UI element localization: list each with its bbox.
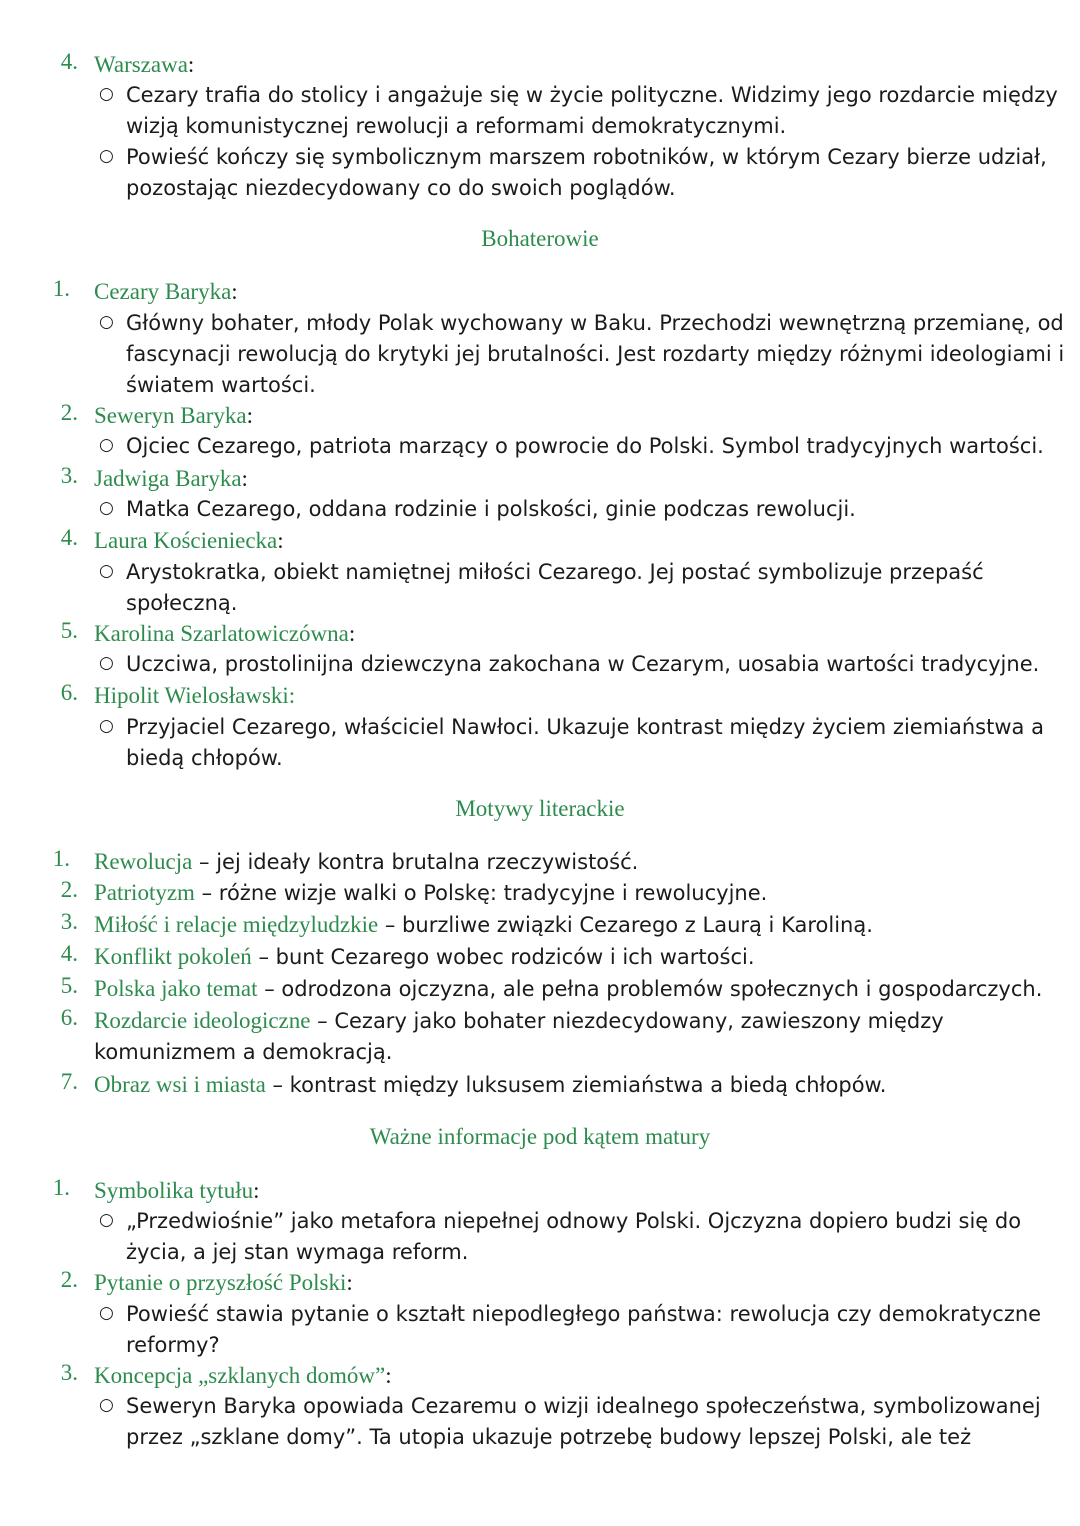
list-text: wizją komunistycznej rewolucji a reformami demokratycznymi. (126, 114, 787, 138)
list-label: Cezary Baryka: (94, 279, 238, 304)
bullet-icon: ○ (99, 1395, 114, 1415)
list-text: światem wartości. (126, 373, 316, 397)
bullet-icon: ○ (99, 146, 114, 166)
list-text: Powieść stawia pytanie o kształt niepodległego państwa: rewolucja czy demokratyczne (126, 1302, 1042, 1326)
list-text: fascynacji rewolucją do krytyki jej brutalności. Jest rozdarty między różnymi ideologiami i (126, 342, 1065, 366)
list-item: Rozdarcie ideologiczne – Cezary jako bohater niezdecydowany, zawieszony między (94, 1008, 944, 1033)
list-label: Seweryn Baryka: (94, 403, 254, 428)
list-text: Arystokratka, obiekt namiętnej miłości Cezarego. Jej postać symbolizuje przepaść (126, 560, 984, 584)
list-number: 3. (60, 1360, 78, 1385)
list-label: Koncepcja „szklanych domów”: (94, 1363, 392, 1388)
list-number: 5. (60, 618, 78, 643)
list-number: 2. (60, 877, 78, 902)
list-text: Powieść kończy się symbolicznym marszem robotników, w którym Cezary bierze udział, (126, 145, 1047, 169)
list-number: 7. (60, 1069, 78, 1094)
bullet-icon: ○ (99, 435, 114, 455)
bullet-icon: ○ (99, 716, 114, 736)
list-number: 1. (52, 276, 70, 301)
bullet-icon: ○ (99, 653, 114, 673)
list-text: komunizmem a demokracją. (94, 1040, 393, 1064)
list-label: Warszawa: (94, 52, 195, 77)
list-item: Patriotyzm – różne wizje walki o Polskę: tradycyjne i rewolucyjne. (94, 880, 768, 905)
list-number: 2. (60, 400, 78, 425)
section-heading: Bohaterowie (481, 226, 599, 251)
list-number: 4. (60, 49, 78, 74)
list-number: 4. (60, 525, 78, 550)
bullet-icon: ○ (99, 1210, 114, 1230)
list-number: 2. (60, 1267, 78, 1292)
list-number: 6. (60, 680, 78, 705)
list-item: Konflikt pokoleń – bunt Cezarego wobec rodziców i ich wartości. (94, 944, 755, 969)
list-label: Pytanie o przyszłość Polski: (94, 1270, 353, 1295)
section-heading: Ważne informacje pod kątem matury (369, 1124, 711, 1149)
list-label: Jadwiga Baryka: (94, 466, 248, 491)
list-item: Obraz wsi i miasta – kontrast między luksusem ziemiaństwa a biedą chłopów. (94, 1072, 887, 1097)
list-label: Laura Kościeniecka: (94, 528, 284, 553)
list-item: Rewolucja – jej ideały kontra brutalna rzeczywistość. (94, 849, 639, 874)
list-number: 6. (60, 1005, 78, 1030)
list-text: przez „szklane domy”. Ta utopia ukazuje potrzebę budowy lepszej Polski, ale też (126, 1425, 972, 1449)
list-label: Hipolit Wielosławski: (94, 683, 296, 708)
section-heading: Motywy literackie (455, 796, 625, 821)
list-number: 4. (60, 941, 78, 966)
list-text: „Przedwiośnie” jako metafora niepełnej odnowy Polski. Ojczyzna dopiero budzi się do (126, 1209, 1022, 1233)
list-text: Główny bohater, młody Polak wychowany w Baku. Przechodzi wewnętrzną przemianę, od (126, 311, 1064, 335)
list-text: Uczciwa, prostolinijna dziewczyna zakochana w Cezarym, uosabia wartości tradycyjne. (126, 652, 1040, 676)
list-label: Karolina Szarlatowiczówna: (94, 621, 356, 646)
list-number: 3. (60, 909, 78, 934)
list-text: Matka Cezarego, oddana rodzinie i polskości, ginie podczas rewolucji. (126, 497, 856, 521)
list-text: pozostając niezdecydowany co do swoich poglądów. (126, 176, 676, 200)
list-text: Przyjaciel Cezarego, właściciel Nawłoci. Ukazuje kontrast między życiem ziemiaństwa a (126, 715, 1044, 739)
list-text: reformy? (126, 1333, 220, 1357)
list-text: Ojciec Cezarego, patriota marzący o powrocie do Polski. Symbol tradycyjnych wartości. (126, 434, 1044, 458)
list-label: Symbolika tytułu: (94, 1178, 260, 1203)
list-number: 1. (52, 846, 70, 871)
list-number: 1. (52, 1175, 70, 1200)
bullet-icon: ○ (99, 498, 114, 518)
list-number: 5. (60, 973, 78, 998)
list-text: życia, a jej stan wymaga reform. (126, 1240, 469, 1264)
bullet-icon: ○ (99, 312, 114, 332)
bullet-icon: ○ (99, 561, 114, 581)
bullet-icon: ○ (99, 1303, 114, 1323)
list-text: Cezary trafia do stolicy i angażuje się w życie polityczne. Widzimy jego rozdarcie między (126, 83, 1058, 107)
list-item: Polska jako temat – odrodzona ojczyzna, ale pełna problemów społecznych i gospodarczych. (94, 976, 1043, 1001)
list-text: Seweryn Baryka opowiada Cezaremu o wizji idealnego społeczeństwa, symbolizowanej (126, 1394, 1041, 1418)
list-number: 3. (60, 463, 78, 488)
list-text: biedą chłopów. (126, 746, 283, 770)
list-item: Miłość i relacje międzyludzkie – burzliwe związki Cezarego z Laurą i Karoliną. (94, 912, 873, 937)
list-text: społeczną. (126, 591, 238, 615)
bullet-icon: ○ (99, 84, 114, 104)
